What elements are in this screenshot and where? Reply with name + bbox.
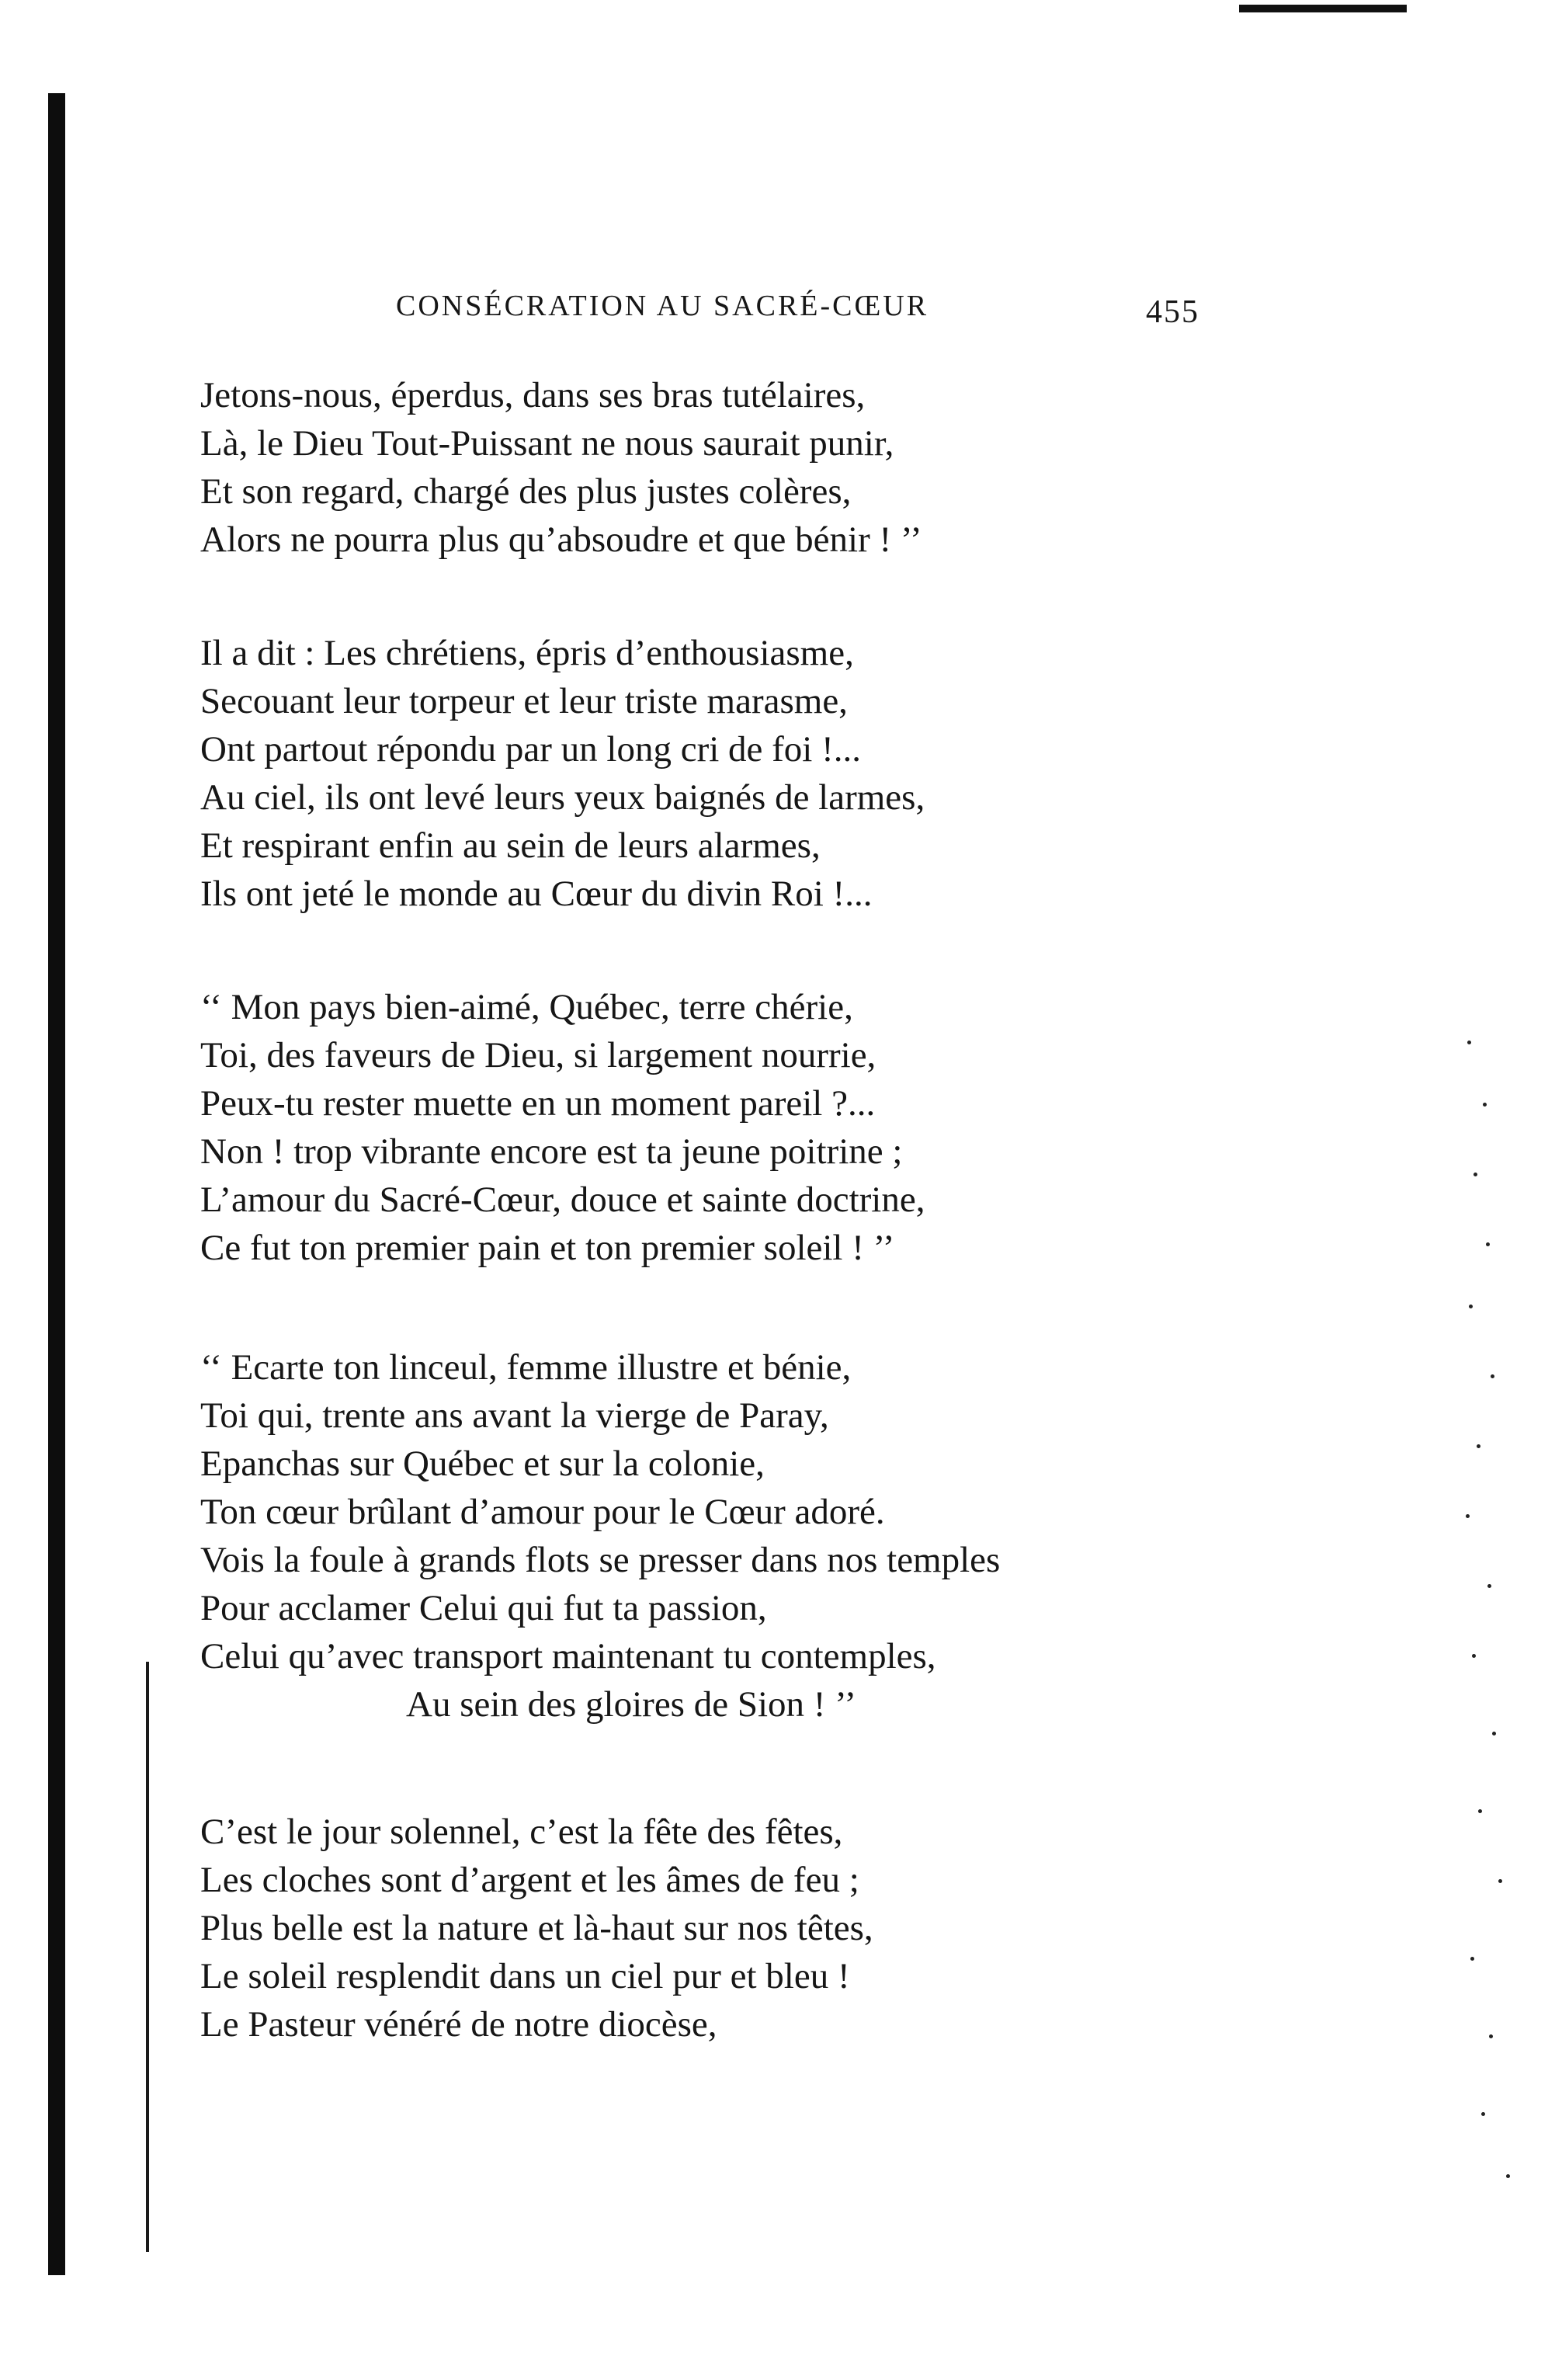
scan-speck — [1473, 1173, 1477, 1176]
verse-line: Il a dit : Les chrétiens, épris d’enthousiasme, — [200, 633, 854, 673]
scan-speck — [1466, 1514, 1470, 1518]
verse-line: Le Pasteur vénéré de notre diocèse, — [200, 2004, 717, 2045]
verse-line: Secouant leur torpeur et leur triste marasme, — [200, 681, 848, 721]
verse-line: L’amour du Sacré-Cœur, douce et sainte doctrine, — [200, 1180, 925, 1220]
scan-speck — [1489, 2034, 1493, 2038]
verse-line: ‘‘ Ecarte ton linceul, femme illustre et bénie, — [200, 1347, 852, 1388]
verse-line-indented: Au sein des gloires de Sion ! ’’ — [406, 1684, 856, 1725]
verse-line: Pour acclamer Celui qui fut ta passion, — [200, 1588, 767, 1628]
verse-line: Et son regard, chargé des plus justes colères, — [200, 471, 852, 512]
scan-speck — [1492, 1732, 1496, 1735]
stanza-5 — [200, 1808, 1365, 2048]
running-title: CONSÉCRATION AU SACRÉ-CŒUR — [396, 290, 929, 322]
scan-speck — [1469, 1305, 1473, 1308]
scan-speck — [1487, 1584, 1491, 1588]
top-rule — [1239, 5, 1407, 12]
verse-line: Ton cœur brûlant d’amour pour le Cœur adoré. — [200, 1492, 885, 1532]
scan-speck — [1486, 1242, 1490, 1246]
stanza-3 — [200, 983, 1365, 1272]
verse-line: Le soleil resplendit dans un ciel pur et bleu ! — [200, 1956, 850, 1996]
scan-speck — [1478, 1809, 1482, 1813]
verse-line: Celui qu’avec transport maintenant tu contemples, — [200, 1636, 936, 1676]
verse-line: Toi qui, trente ans avant la vierge de Paray, — [200, 1395, 829, 1436]
verse-line: Là, le Dieu Tout-Puissant ne nous saurait punir, — [200, 423, 894, 464]
stanza-4 — [200, 1343, 1365, 1729]
scan-speck — [1472, 1654, 1476, 1658]
verse-line: Non ! trop vibrante encore est ta jeune poitrine ; — [200, 1131, 903, 1172]
page-margin-line — [146, 1662, 149, 2252]
scan-speck — [1481, 2112, 1485, 2116]
verse-line: C’est le jour solennel, c’est la fête des fêtes, — [200, 1812, 843, 1852]
verse-line: Les cloches sont d’argent et les âmes de feu ; — [200, 1860, 859, 1900]
verse-line: Toi, des faveurs de Dieu, si largement nourrie, — [200, 1035, 876, 1075]
scan-speck — [1491, 1374, 1494, 1378]
verse-line: Vois la foule à grands flots se presser dans nos temples — [200, 1540, 1001, 1580]
verse-line: Ils ont jeté le monde au Cœur du divin Roi !... — [200, 874, 873, 914]
scan-speck — [1470, 1957, 1474, 1961]
verse-line: ‘‘ Mon pays bien-aimé, Québec, terre chérie, — [200, 987, 853, 1027]
verse-line: Alors ne pourra plus qu’absoudre et que bénir ! ’’ — [200, 519, 922, 560]
stanza-2 — [200, 629, 1365, 918]
scan-speck — [1506, 2174, 1510, 2178]
verse-line: Peux-tu rester muette en un moment pareil ?... — [200, 1083, 876, 1124]
page-binding-shadow — [48, 93, 65, 2275]
scan-speck — [1477, 1444, 1480, 1448]
verse-line: Plus belle est la nature et là-haut sur nos têtes, — [200, 1908, 873, 1948]
scan-speck — [1467, 1041, 1471, 1044]
verse-line: Ce fut ton premier pain et ton premier soleil ! ’’ — [200, 1228, 895, 1268]
scan-specks — [1460, 1009, 1553, 2221]
scan-speck — [1483, 1103, 1487, 1107]
verse-line: Et respirant enfin au sein de leurs alarmes, — [200, 825, 821, 866]
poem — [200, 371, 1365, 2048]
page-number: 455 — [1146, 294, 1199, 330]
scan-speck — [1498, 1879, 1502, 1883]
verse-line: Ont partout répondu par un long cri de foi !... — [200, 729, 862, 770]
verse-line: Au ciel, ils ont levé leurs yeux baignés de larmes, — [200, 777, 925, 818]
page-header — [0, 289, 1562, 335]
verse-line: Epanchas sur Québec et sur la colonie, — [200, 1444, 765, 1484]
stanza-1 — [200, 371, 1365, 564]
verse-line: Jetons-nous, éperdus, dans ses bras tutélaires, — [200, 375, 866, 415]
